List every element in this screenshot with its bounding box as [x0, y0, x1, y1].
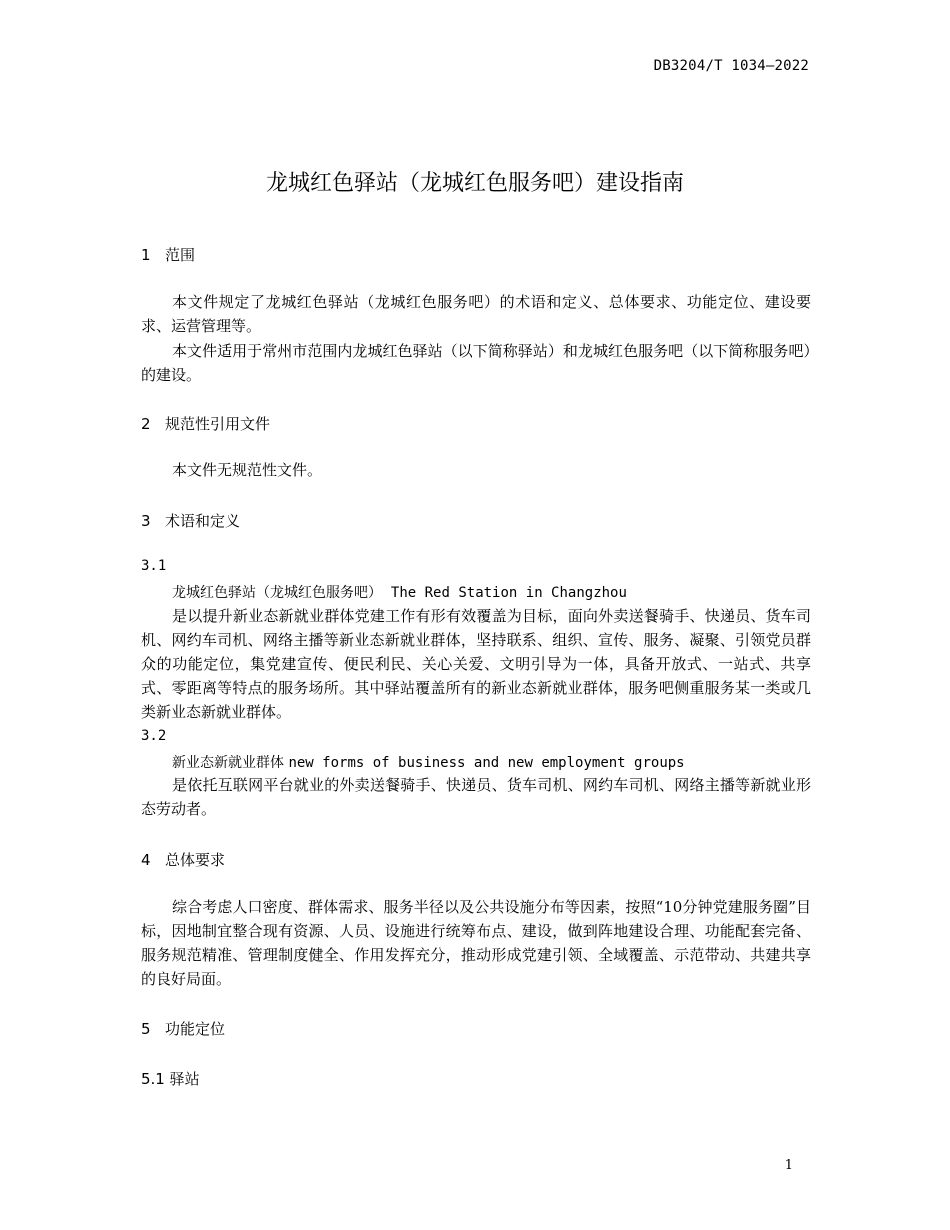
section-number: 5 [141, 1020, 151, 1038]
subsection-5-1-heading: 5.1 驿站 [141, 1070, 200, 1088]
section-4-heading [141, 849, 225, 870]
page-number: 1 [784, 1158, 793, 1173]
term-en: The Red Station in Changzhou [390, 585, 627, 601]
document-title: 龙城红色驿站（龙城红色服务吧）建设指南 [265, 171, 684, 196]
term-3-2-title [172, 752, 685, 772]
term-3-1-number: 3.1 [141, 558, 167, 574]
section-title: 总体要求 [165, 851, 226, 869]
section-2-heading [141, 413, 270, 434]
document-code: DB3204/T 1034—2022 [653, 58, 809, 74]
term-3-2-definition: 是依托互联网平台就业的外卖送餐骑手、快递员、货车司机、网约车司机、网络主播等新就业形态劳动者。 [141, 776, 811, 818]
section-1-paragraph-2: 本文件适用于常州市范围内龙城红色驿站（以下简称驿站）和龙城红色服务吧（以下简称服务吧）的建设。 [141, 342, 811, 384]
section-5-heading [141, 1018, 225, 1039]
section-title: 术语和定义 [165, 512, 241, 530]
section-1-heading [141, 244, 195, 265]
section-title: 范围 [165, 246, 196, 264]
section-title: 规范性引用文件 [165, 415, 271, 433]
term-3-2-number: 3.2 [141, 728, 167, 744]
term-3-1-definition: 是以提升新业态新就业群体党建工作有形有效覆盖为目标，面向外卖送餐骑手、快递员、货车司机、网约车司机、网络主播等新业态新就业群体，坚持联系、组织、宣传、服务、凝聚、引领党员群众的功能定位，集党建宣传、便民利民、关心关爱、文明引导为一体，具备开放式、一站式、共享式、零距离等特点的服务场所。其中驿站覆盖所有的新业态新就业群体，服务吧侧重服务某一类或几类新业态新就业群体。 [141, 607, 811, 721]
section-3-heading [141, 510, 240, 531]
term-en: new forms of business and new employment groups [288, 755, 685, 771]
section-number: 3 [141, 512, 151, 530]
section-number: 1 [141, 246, 151, 264]
section-number: 2 [141, 415, 151, 433]
section-1-paragraph-1: 本文件规定了龙城红色驿站（龙城红色服务吧）的术语和定义、总体要求、功能定位、建设要求、运营管理等。 [141, 293, 811, 335]
section-4-paragraph-1: 综合考虑人口密度、群体需求、服务半径以及公共设施分布等因素，按照“10分钟党建服务圈”目标，因地制宜整合现有资源、人员、设施进行统筹布点、建设，做到阵地建设合理、功能配套完备、服务规范精准、管理制度健全、作用发挥充分，推动形成党建引领、全域覆盖、示范带动、共建共享的良好局面。 [141, 898, 811, 988]
term-zh: 龙城红色驿站（龙城红色服务吧） [172, 585, 382, 601]
section-title: 功能定位 [165, 1020, 226, 1038]
term-zh: 新业态新就业群体 [172, 755, 284, 771]
section-number: 4 [141, 851, 151, 869]
section-2-paragraph-1: 本文件无规范性文件。 [172, 461, 323, 479]
term-3-1-title [172, 582, 627, 602]
